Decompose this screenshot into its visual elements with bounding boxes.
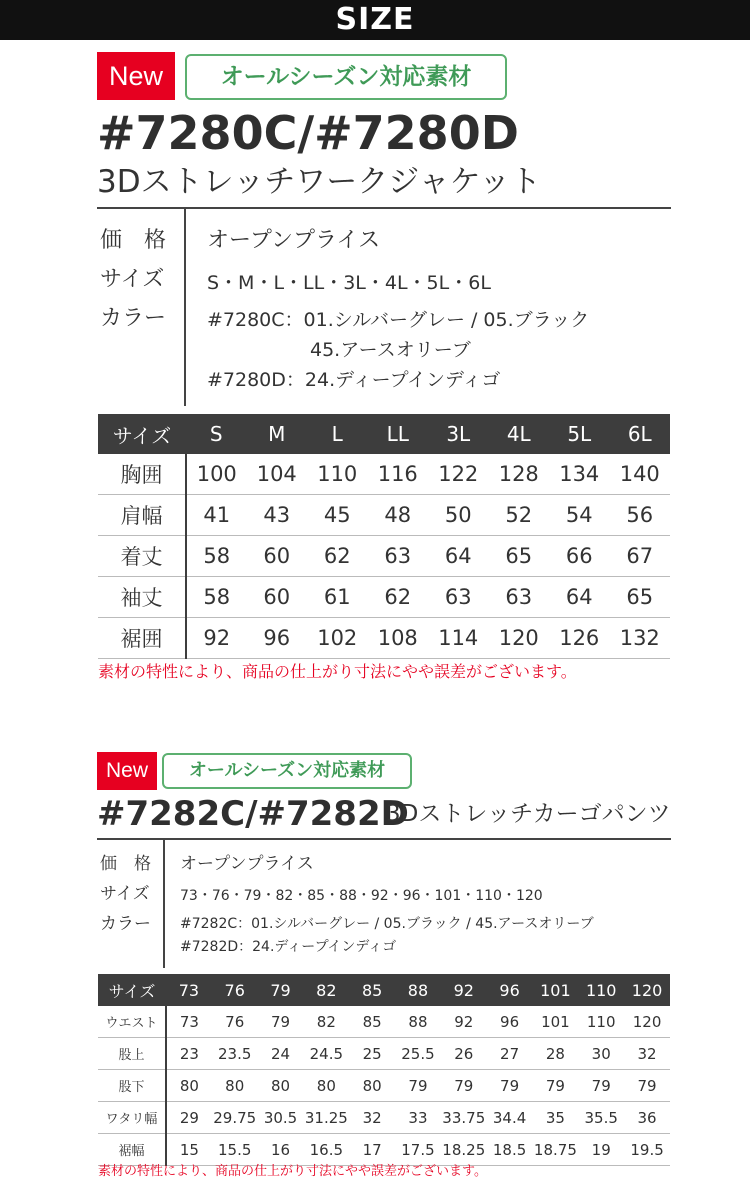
table-header-cell: 4L [489, 414, 550, 454]
table-cell: 104 [247, 454, 308, 495]
size-label: サイズ [100, 884, 150, 904]
table-cell: 25 [349, 1038, 395, 1070]
table-cell: 54 [549, 495, 610, 536]
table-cell: 45 [307, 495, 368, 536]
table-cell: 88 [395, 1006, 441, 1038]
table-cell: 64 [549, 577, 610, 618]
table-cell: 24 [258, 1038, 304, 1070]
table-header-cell: サイズ [98, 414, 186, 454]
table-cell: 30.5 [258, 1102, 304, 1134]
tolerance-note: 素材の特性により、商品の仕上がり寸法にやや誤差がございます。 [98, 662, 577, 681]
table-cell: 80 [349, 1070, 395, 1102]
table-cell: 76 [212, 1006, 258, 1038]
table-cell: 29.75 [212, 1102, 258, 1134]
table-cell: 30 [578, 1038, 624, 1070]
table-cell: 50 [428, 495, 489, 536]
table-cell: 26 [441, 1038, 487, 1070]
table-cell: 41 [186, 495, 247, 536]
color-line: #7282C：01.シルバーグレー / 05.ブラック / 45.アースオリーブ [180, 916, 594, 932]
size-value: S・M・L・LL・3L・4L・5L・6L [207, 272, 491, 294]
table-cell: 134 [549, 454, 610, 495]
color-line: #7280D：24.ディープインディゴ [207, 369, 501, 391]
table-cell: 58 [186, 536, 247, 577]
table-cell: 63 [489, 577, 550, 618]
table-header-cell: 79 [258, 974, 304, 1006]
table-cell: 62 [368, 577, 429, 618]
product-name: 3Dストレッチワークジャケット [97, 164, 542, 200]
table-row [98, 1102, 670, 1134]
table-header-cell: サイズ [98, 974, 166, 1006]
table-row [98, 536, 670, 577]
table-cell: 85 [349, 1006, 395, 1038]
table-cell: 23 [166, 1038, 212, 1070]
table-header-cell: 3L [428, 414, 489, 454]
table-row [98, 1134, 670, 1166]
table-cell: 35.5 [578, 1102, 624, 1134]
table-cell: 96 [247, 618, 308, 659]
table-cell: 61 [307, 577, 368, 618]
table-cell: 92 [186, 618, 247, 659]
table-header-cell: L [307, 414, 368, 454]
row-header: ワタリ幅 [98, 1102, 166, 1134]
table-cell: 140 [610, 454, 671, 495]
table-cell: 24.5 [303, 1038, 349, 1070]
table-row [98, 1038, 670, 1070]
table-cell: 56 [610, 495, 671, 536]
table-cell: 19 [578, 1134, 624, 1166]
table-cell: 80 [212, 1070, 258, 1102]
table-cell: 92 [441, 1006, 487, 1038]
pants-size-table [98, 974, 670, 1166]
table-cell: 122 [428, 454, 489, 495]
table-cell: 110 [307, 454, 368, 495]
table-cell: 28 [533, 1038, 579, 1070]
table-cell: 16.5 [303, 1134, 349, 1166]
row-header: 股下 [98, 1070, 166, 1102]
jacket-size-table [98, 414, 670, 659]
table-cell: 63 [368, 536, 429, 577]
table-cell: 33.75 [441, 1102, 487, 1134]
table-header-cell: 76 [212, 974, 258, 1006]
table-cell: 82 [303, 1006, 349, 1038]
table-cell: 96 [487, 1006, 533, 1038]
table-header-cell: 101 [533, 974, 579, 1006]
table-cell: 65 [610, 577, 671, 618]
table-cell: 79 [578, 1070, 624, 1102]
size-label: サイズ [100, 267, 165, 292]
table-cell: 63 [428, 577, 489, 618]
row-header: 裾幅 [98, 1134, 166, 1166]
table-cell: 23.5 [212, 1038, 258, 1070]
price-value: オープンプライス [180, 854, 314, 874]
color-line: #7280C：01.シルバーグレー / 05.ブラック [207, 309, 590, 331]
table-cell: 62 [307, 536, 368, 577]
table-cell: 79 [441, 1070, 487, 1102]
price-label: 価 格 [100, 854, 151, 874]
model-number: #7280C/#7280D [97, 106, 519, 160]
table-cell: 79 [395, 1070, 441, 1102]
table-cell: 120 [624, 1006, 670, 1038]
table-cell: 65 [489, 536, 550, 577]
table-cell: 67 [610, 536, 671, 577]
table-row [98, 1070, 670, 1102]
table-cell: 128 [489, 454, 550, 495]
spec-top-divider [97, 838, 671, 840]
table-cell: 100 [186, 454, 247, 495]
size-header: SIZE [0, 0, 750, 40]
table-header-cell: 82 [303, 974, 349, 1006]
table-cell: 34.4 [487, 1102, 533, 1134]
table-header-cell: 120 [624, 974, 670, 1006]
table-row [98, 1006, 670, 1038]
table-row [98, 454, 670, 495]
table-cell: 64 [428, 536, 489, 577]
price-value: オープンプライス [207, 228, 381, 253]
table-cell: 29 [166, 1102, 212, 1134]
color-label: カラー [100, 306, 167, 331]
table-header-cell: 96 [487, 974, 533, 1006]
table-header-cell: 88 [395, 974, 441, 1006]
color-label: カラー [100, 914, 151, 934]
table-cell: 80 [303, 1070, 349, 1102]
table-cell: 79 [487, 1070, 533, 1102]
table-header-cell: 92 [441, 974, 487, 1006]
table-cell: 80 [166, 1070, 212, 1102]
table-cell: 32 [624, 1038, 670, 1070]
table-cell: 15.5 [212, 1134, 258, 1166]
table-cell: 48 [368, 495, 429, 536]
table-cell: 66 [549, 536, 610, 577]
price-label: 価 格 [100, 228, 167, 253]
table-cell: 18.5 [487, 1134, 533, 1166]
table-row [98, 618, 670, 659]
table-header-row [98, 414, 670, 454]
table-cell: 32 [349, 1102, 395, 1134]
size-value: 73・76・79・82・85・88・92・96・101・110・120 [180, 888, 543, 904]
table-cell: 35 [533, 1102, 579, 1134]
table-cell: 52 [489, 495, 550, 536]
table-cell: 27 [487, 1038, 533, 1070]
table-cell: 120 [489, 618, 550, 659]
table-header-row [98, 974, 670, 1006]
spec-label-divider [184, 209, 186, 406]
table-cell: 18.25 [441, 1134, 487, 1166]
table-cell: 36 [624, 1102, 670, 1134]
table-cell: 58 [186, 577, 247, 618]
table-header-cell: 110 [578, 974, 624, 1006]
all-season-badge: オールシーズン対応素材 [185, 54, 507, 100]
table-cell: 132 [610, 618, 671, 659]
table-cell: 110 [578, 1006, 624, 1038]
table-cell: 101 [533, 1006, 579, 1038]
table-cell: 108 [368, 618, 429, 659]
table-header-cell: 73 [166, 974, 212, 1006]
table-cell: 60 [247, 536, 308, 577]
tolerance-note: 素材の特性により、商品の仕上がり寸法にやや誤差がございます。 [98, 1164, 487, 1179]
row-header: 胸囲 [98, 454, 186, 495]
table-header-cell: LL [368, 414, 429, 454]
table-header-cell: 6L [610, 414, 671, 454]
table-cell: 79 [258, 1006, 304, 1038]
new-badge: New [97, 52, 175, 100]
row-header: 裾囲 [98, 618, 186, 659]
table-cell: 43 [247, 495, 308, 536]
table-header-cell: 5L [549, 414, 610, 454]
table-cell: 15 [166, 1134, 212, 1166]
row-header: 着丈 [98, 536, 186, 577]
row-header: ウエスト [98, 1006, 166, 1038]
table-cell: 31.25 [303, 1102, 349, 1134]
table-cell: 126 [549, 618, 610, 659]
table-row [98, 495, 670, 536]
table-cell: 116 [368, 454, 429, 495]
table-cell: 80 [258, 1070, 304, 1102]
new-badge: New [97, 752, 157, 790]
table-header-cell: M [247, 414, 308, 454]
table-cell: 16 [258, 1134, 304, 1166]
table-header-cell: 85 [349, 974, 395, 1006]
table-header-cell: S [186, 414, 247, 454]
row-header: 股上 [98, 1038, 166, 1070]
table-cell: 79 [624, 1070, 670, 1102]
table-cell: 73 [166, 1006, 212, 1038]
table-cell: 114 [428, 618, 489, 659]
table-cell: 79 [533, 1070, 579, 1102]
model-number: #7282C/#7282D [97, 794, 409, 834]
product-name: 3Dストレッチカーゴパンツ [386, 801, 671, 827]
table-cell: 17 [349, 1134, 395, 1166]
table-cell: 19.5 [624, 1134, 670, 1166]
table-cell: 33 [395, 1102, 441, 1134]
table-row [98, 577, 670, 618]
table-cell: 25.5 [395, 1038, 441, 1070]
row-header: 肩幅 [98, 495, 186, 536]
color-line: 45.アースオリーブ [310, 339, 471, 361]
color-line: #7282D：24.ディープインディゴ [180, 939, 397, 955]
table-cell: 102 [307, 618, 368, 659]
table-cell: 18.75 [533, 1134, 579, 1166]
row-header: 袖丈 [98, 577, 186, 618]
table-cell: 17.5 [395, 1134, 441, 1166]
all-season-badge: オールシーズン対応素材 [162, 753, 412, 789]
spec-label-divider [163, 840, 165, 968]
table-cell: 60 [247, 577, 308, 618]
